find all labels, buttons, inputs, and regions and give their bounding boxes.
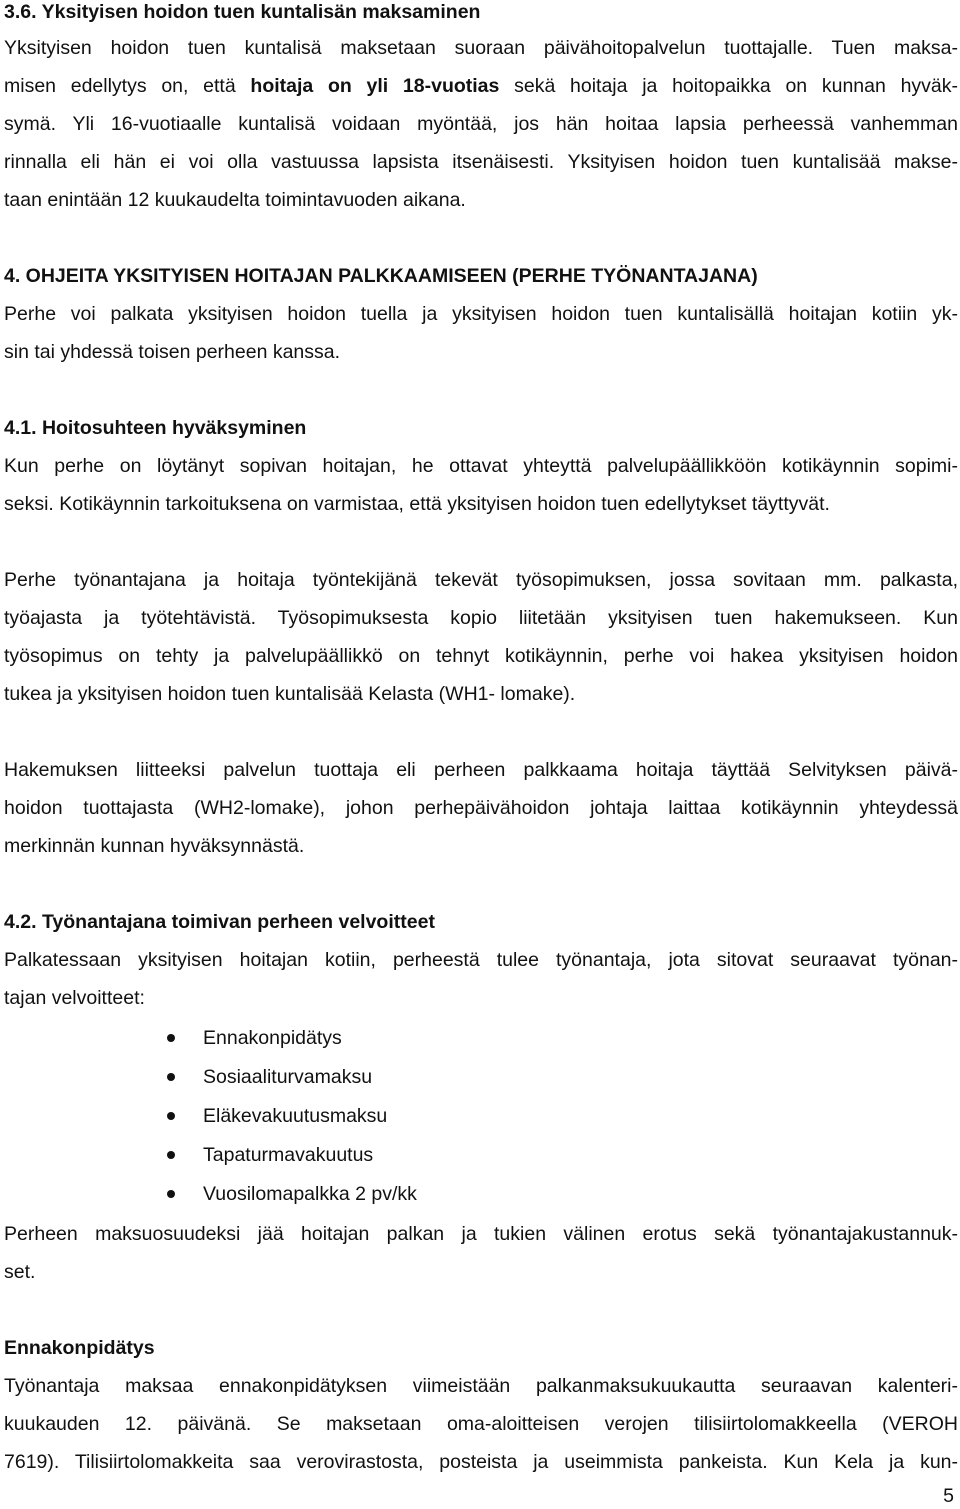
paragraph-line: sin tai yhdessä toisen perheen kanssa. [4, 341, 341, 363]
paragraph-line: Työnantaja maksaa ennakonpidätyksen viimeistään palkanmaksukuukautta seuraavan kalenteri- [4, 1375, 958, 1397]
list-item: Sosiaaliturvamaksu [203, 1066, 373, 1088]
paragraph-line: seksi. Kotikäynnin tarkoituksena on varmistaa, että yksityisen hoidon tuen edellytykset täyttyvät. [4, 493, 830, 515]
paragraph-line: työajasta ja työtehtävistä. Työsopimuksesta kopio liitetään yksityisen tuen hakemukseen. Kun [4, 607, 958, 629]
paragraph-line: Yksityisen hoidon tuen kuntalisä maksetaan suoraan päivähoitopalvelun tuottajalle. Tuen maksa- [4, 37, 958, 59]
paragraph-line: hoidon tuottajasta (WH2-lomake), johon perhepäivähoidon johtaja laittaa kotikäynnin yhteydessä [4, 797, 958, 819]
list-item: Tapaturmavakuutus [203, 1144, 374, 1166]
section-4-1-heading: 4.1. Hoitosuhteen hyväksyminen [4, 417, 307, 439]
paragraph-line: symä. Yli 16-vuotiaalle kuntalisä voidaan myöntää, jos hän hoitaa lapsia perheessä vanhemman [4, 113, 958, 135]
section-4-2-heading: 4.2. Työnantajana toimivan perheen velvoitteet [4, 911, 435, 933]
paragraph-line: kuukauden 12. päivänä. Se maksetaan oma-aloitteisen verojen tilisiirtolomakkeella (VEROH [4, 1413, 958, 1435]
section-4-heading: 4. OHJEITA YKSITYISEN HOITAJAN PALKKAAMISEEN (PERHE TYÖNANTAJANA) [4, 265, 758, 287]
paragraph-line [4, 74, 958, 98]
list-item: Ennakonpidätys [203, 1027, 342, 1049]
paragraph-line: Perhe työnantajana ja hoitaja työntekijänä tekevät työsopimuksen, jossa sovitaan mm. palkasta, [4, 569, 958, 591]
bullet-icon [167, 1073, 175, 1081]
page-number: 5 [943, 1485, 954, 1507]
paragraph-line: taan enintään 12 kuukaudelta toimintavuoden aikana. [4, 189, 466, 211]
paragraph-line: rinnalla eli hän ei voi olla vastuussa lapsista itsenäisesti. Yksityisen hoidon tuen kuntalisää makse- [4, 151, 958, 173]
bullet-icon [167, 1190, 175, 1198]
paragraph-line: merkinnän kunnan hyväksynnästä. [4, 835, 305, 857]
paragraph-line: Kun perhe on löytänyt sopivan hoitajan, he ottavat yhteyttä palvelupäällikköön kotikäynnin sopimi- [4, 455, 958, 477]
paragraph-line: Perheen maksuosuudeksi jää hoitajan palkan ja tukien välinen erotus sekä työnantajakustannuk- [4, 1223, 958, 1245]
list-item: Eläkevakuutusmaksu [203, 1105, 388, 1127]
section-3-6-heading: 3.6. Yksityisen hoidon tuen kuntalisän maksaminen [4, 1, 481, 23]
bullet-icon [167, 1034, 175, 1042]
paragraph-line: Perhe voi palkata yksityisen hoidon tuella ja yksityisen hoidon tuen kuntalisällä hoitajan kotiin yk- [4, 303, 958, 325]
paragraph-line: tukea ja yksityisen hoidon tuen kuntalisää Kelasta (WH1- lomake). [4, 683, 576, 705]
paragraph-line: set. [4, 1261, 36, 1283]
paragraph-line: Hakemuksen liitteeksi palvelun tuottaja eli perheen palkkaama hoitaja täyttää Selvityksen päivä- [4, 759, 958, 781]
list-item: Vuosilomapalkka 2 pv/kk [203, 1183, 417, 1205]
text-run: misen edellytys on, että [4, 75, 251, 97]
paragraph-line: Palkatessaan yksityisen hoitajan kotiin, perheestä tulee työnantaja, jota sitovat seuraavat työnan- [4, 949, 958, 971]
bullet-icon [167, 1151, 175, 1159]
ennakonpidatys-heading: Ennakonpidätys [4, 1337, 155, 1359]
bullet-icon [167, 1112, 175, 1120]
paragraph-line: tajan velvoitteet: [4, 987, 145, 1009]
paragraph-line: 7619). Tilisiirtolomakkeita saa verovirastosta, posteista ja useimmista pankeista. Kun Kela ja kun- [4, 1451, 958, 1473]
emphasis-text: hoitaja on yli 18-vuotias [250, 75, 500, 97]
paragraph-line: työsopimus on tehty ja palvelupäällikkö on tehnyt kotikäynnin, perhe voi hakea yksityisen hoidon [4, 645, 958, 667]
text-run: sekä hoitaja ja hoitopaikka on kunnan hyväk- [499, 75, 958, 97]
